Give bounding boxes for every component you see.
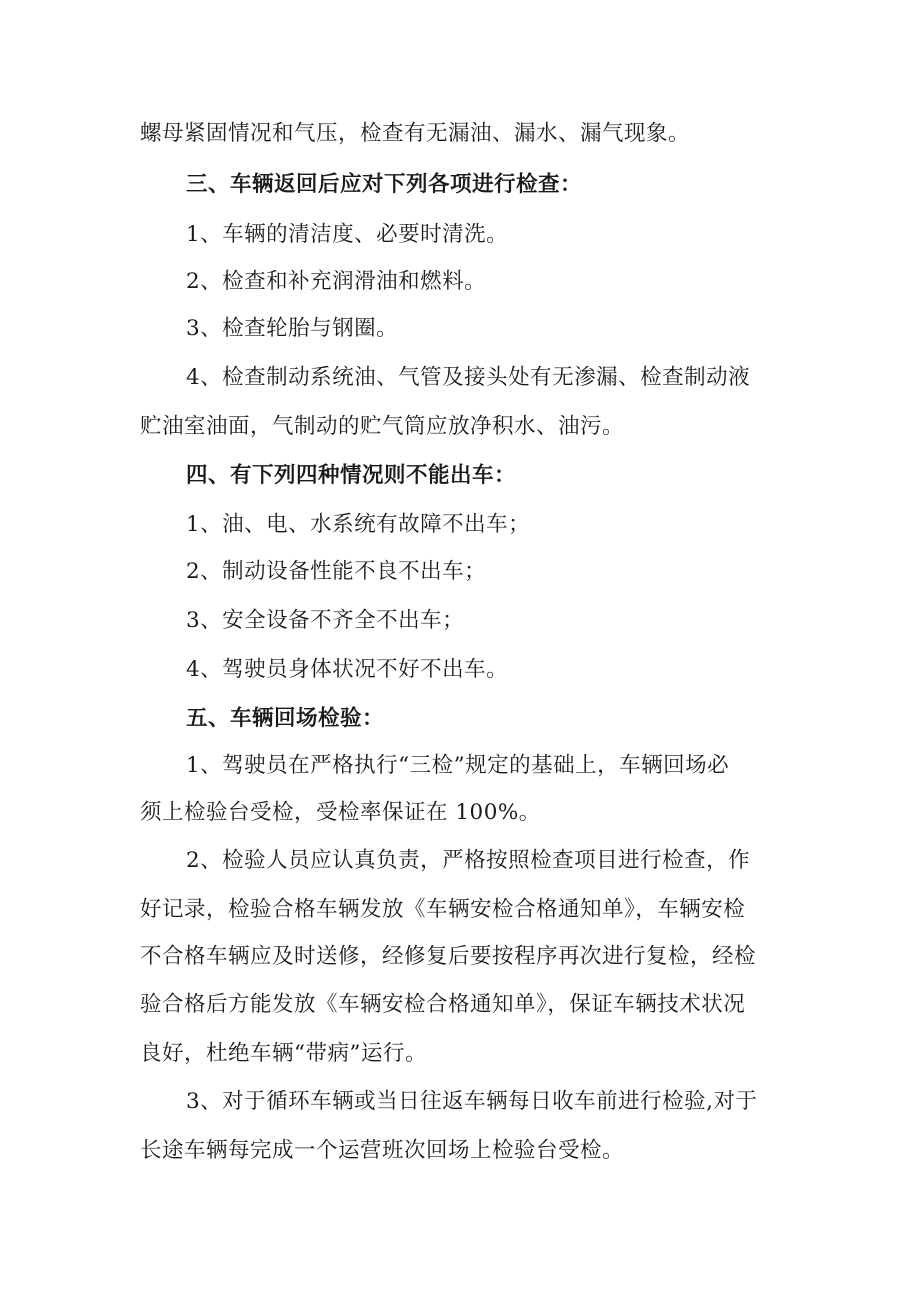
list-item: 3、对于循环车辆或当日往返车辆每日收车前进行检验,对于 xyxy=(186,1089,758,1114)
list-item: 4、驾驶员身体状况不好不出车。 xyxy=(186,657,509,682)
list-item: 3、检查轮胎与钢圈。 xyxy=(186,316,399,341)
section-heading-4: 四、有下列四种情况则不能出车： xyxy=(186,463,517,488)
list-item: 4、检查制动系统油、气管及接头处有无渗漏、检查制动液 xyxy=(186,365,751,390)
list-item: 2、检查和补充润滑油和燃料。 xyxy=(186,269,487,294)
paragraph-line: 长途车辆每完成一个运营班次回场上检验台受检。 xyxy=(140,1138,625,1163)
paragraph-line: 螺母紧固情况和气压，检查有无漏油、漏水、漏气现象。 xyxy=(140,121,691,146)
section-heading-3: 三、车辆返回后应对下列各项进行检查： xyxy=(186,172,583,197)
paragraph-line: 不合格车辆应及时送修，经修复后要按程序再次进行复检，经检 xyxy=(140,944,757,969)
section-heading-5: 五、车辆回场检验： xyxy=(186,706,385,731)
list-item: 3、安全设备不齐全不出车； xyxy=(186,608,465,633)
list-item: 2、制动设备性能不良不出车； xyxy=(186,559,487,584)
list-item: 1、驾驶员在严格执行“三检”规定的基础上，车辆回场必 xyxy=(186,753,730,778)
paragraph-line: 验合格后方能发放《车辆安检合格通知单》，保证车辆技术状况 xyxy=(140,992,746,1017)
paragraph-line: 须上检验台受检，受检率保证在 100%。 xyxy=(140,800,541,825)
paragraph-line: 贮油室油面，气制动的贮气筒应放净积水、油污。 xyxy=(140,414,625,439)
list-item: 1、油、电、水系统有故障不出车； xyxy=(186,512,531,537)
paragraph-line: 良好，杜绝车辆“带病”运行。 xyxy=(140,1041,427,1066)
list-item: 1、车辆的清洁度、必要时清洗。 xyxy=(186,222,509,247)
list-item: 2、检验人员应认真负责，严格按照检查项目进行检查，作 xyxy=(186,848,751,873)
paragraph-line: 好记录，检验合格车辆发放《车辆安检合格通知单》，车辆安检 xyxy=(140,897,746,922)
